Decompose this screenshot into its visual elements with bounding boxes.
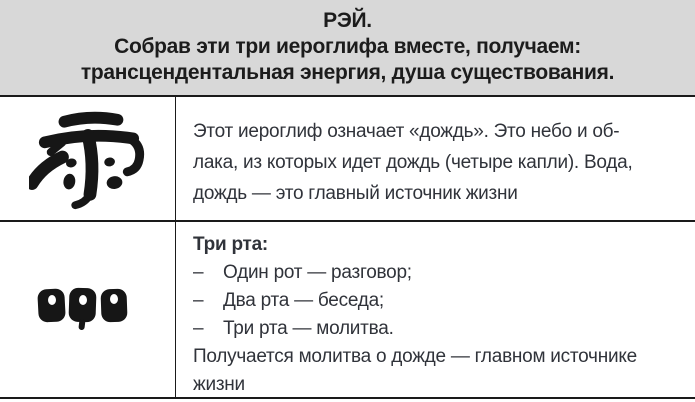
bullet-dash: – (193, 290, 204, 311)
bullet-text: Три рта — молитва. (223, 318, 394, 339)
conclusion-line: Получается молитва о дожде — главном источнике (193, 346, 637, 367)
three-mouths-icon (36, 283, 131, 333)
section-heading: Три рта: (193, 234, 269, 255)
bullet-item (193, 287, 687, 315)
conclusion-line: жизни (193, 374, 245, 395)
bullet-dash: – (193, 318, 204, 339)
bullet-text: Один рот — разговор; (223, 262, 412, 283)
mouths-text-cell (176, 222, 695, 397)
bullet-dash: – (193, 262, 204, 283)
header-subtitle-1: Собрав эти три иероглифа вместе, получаем: (114, 35, 581, 58)
text-line: дождь — это главный источник жизни (193, 183, 518, 204)
table-row-mouths (0, 222, 695, 399)
bullet-item (193, 315, 687, 343)
page-title: РЭЙ. (323, 9, 372, 32)
rain-text-cell (176, 97, 695, 220)
mouths-glyph-cell (0, 222, 176, 397)
text-line: лака, из которых идет дождь (четыре капли). Вода, (193, 152, 633, 173)
kanji-table (0, 97, 695, 399)
header (0, 0, 695, 97)
header-subtitle-2: трансцендентальная энергия, душа существования. (80, 61, 615, 84)
text-line: Этот иероглиф означает «дождь». Это небо и об- (193, 121, 620, 142)
bullet-item (193, 259, 687, 287)
table-row-rain (0, 97, 695, 222)
rain-kanji-icon (29, 106, 147, 214)
bullet-text: Два рта — беседа; (223, 290, 384, 311)
rain-glyph-cell (0, 97, 176, 220)
